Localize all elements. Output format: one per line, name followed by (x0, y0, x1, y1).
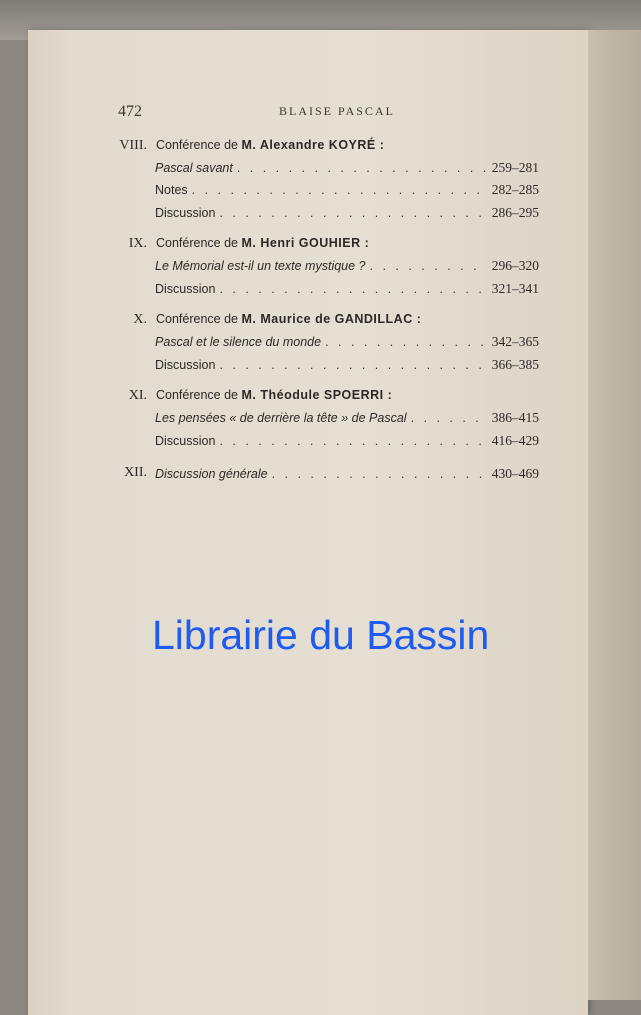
toc-line (155, 160, 539, 176)
leader-dots (237, 161, 486, 175)
entry-numeral: XII. (124, 465, 147, 480)
toc-line (155, 357, 539, 373)
page-number: 472 (118, 103, 142, 120)
leader-dots (219, 358, 485, 372)
leader-dots (370, 259, 486, 273)
toc-line-pages: 321–341 (491, 281, 539, 296)
toc-line (155, 182, 539, 198)
toc-line-pages: 259–281 (491, 160, 539, 175)
toc-line-label: Discussion (155, 434, 216, 448)
entry-heading (156, 312, 421, 326)
entry-numeral: IX. (128, 236, 147, 251)
toc-line (155, 281, 539, 297)
entry-numeral: VIII. (119, 138, 147, 153)
toc-line-pages: 342–365 (491, 334, 539, 349)
leader-dots (411, 411, 486, 425)
running-head: BLAISE PASCAL (279, 104, 395, 118)
entry-speaker: M. Théodule SPOERRI : (241, 388, 393, 402)
entry-speaker: M. Alexandre KOYRÉ : (241, 138, 385, 152)
toc-line-pages: 430–469 (491, 466, 539, 481)
leader-dots (219, 434, 485, 448)
toc-line-label: Notes (155, 183, 188, 197)
leader-dots (219, 282, 485, 296)
entry-intro: Conférence de (156, 236, 239, 250)
toc-line-label: Les pensées « de derrière la tête » de Pascal (155, 411, 407, 425)
toc-line-label: Discussion (155, 206, 216, 220)
toc-line-label: Discussion générale (155, 467, 268, 481)
leader-dots (192, 183, 486, 197)
entry-numeral: XI. (128, 388, 147, 403)
toc-line-pages: 416–429 (491, 433, 539, 448)
toc-line (155, 433, 539, 449)
toc-line-pages: 286–295 (491, 205, 539, 220)
toc-line-label: Pascal et le silence du monde (155, 335, 322, 349)
toc-line-label: Pascal savant (155, 161, 233, 175)
toc-line (155, 334, 539, 350)
entry-heading (156, 388, 392, 402)
leader-dots (272, 467, 486, 481)
toc-line-pages: 386–415 (491, 410, 539, 425)
toc-line (155, 466, 539, 482)
toc-line-label: Discussion (155, 282, 216, 296)
toc-line-label: Le Mémorial est-il un texte mystique ? (155, 259, 366, 273)
entry-heading (156, 236, 369, 250)
leader-dots (325, 335, 486, 349)
entry-speaker: M. Maurice de GANDILLAC : (241, 312, 422, 326)
leader-dots (219, 206, 485, 220)
entry-speaker: M. Henri GOUHIER : (241, 236, 370, 250)
watermark-text: Librairie du Bassin (152, 612, 490, 658)
toc-line (155, 205, 539, 221)
entry-numeral: X. (133, 312, 147, 327)
entry-intro: Conférence de (156, 312, 239, 326)
entry-intro: Conférence de (156, 138, 239, 152)
toc-line-pages: 282–285 (491, 182, 539, 197)
toc-line-pages: 296–320 (491, 258, 539, 273)
toc-line-label: Discussion (155, 358, 216, 372)
entry-heading (156, 138, 384, 152)
toc-line (155, 410, 539, 426)
toc-line (155, 258, 539, 274)
entry-intro: Conférence de (156, 388, 239, 402)
toc-line-pages: 366–385 (491, 357, 539, 372)
